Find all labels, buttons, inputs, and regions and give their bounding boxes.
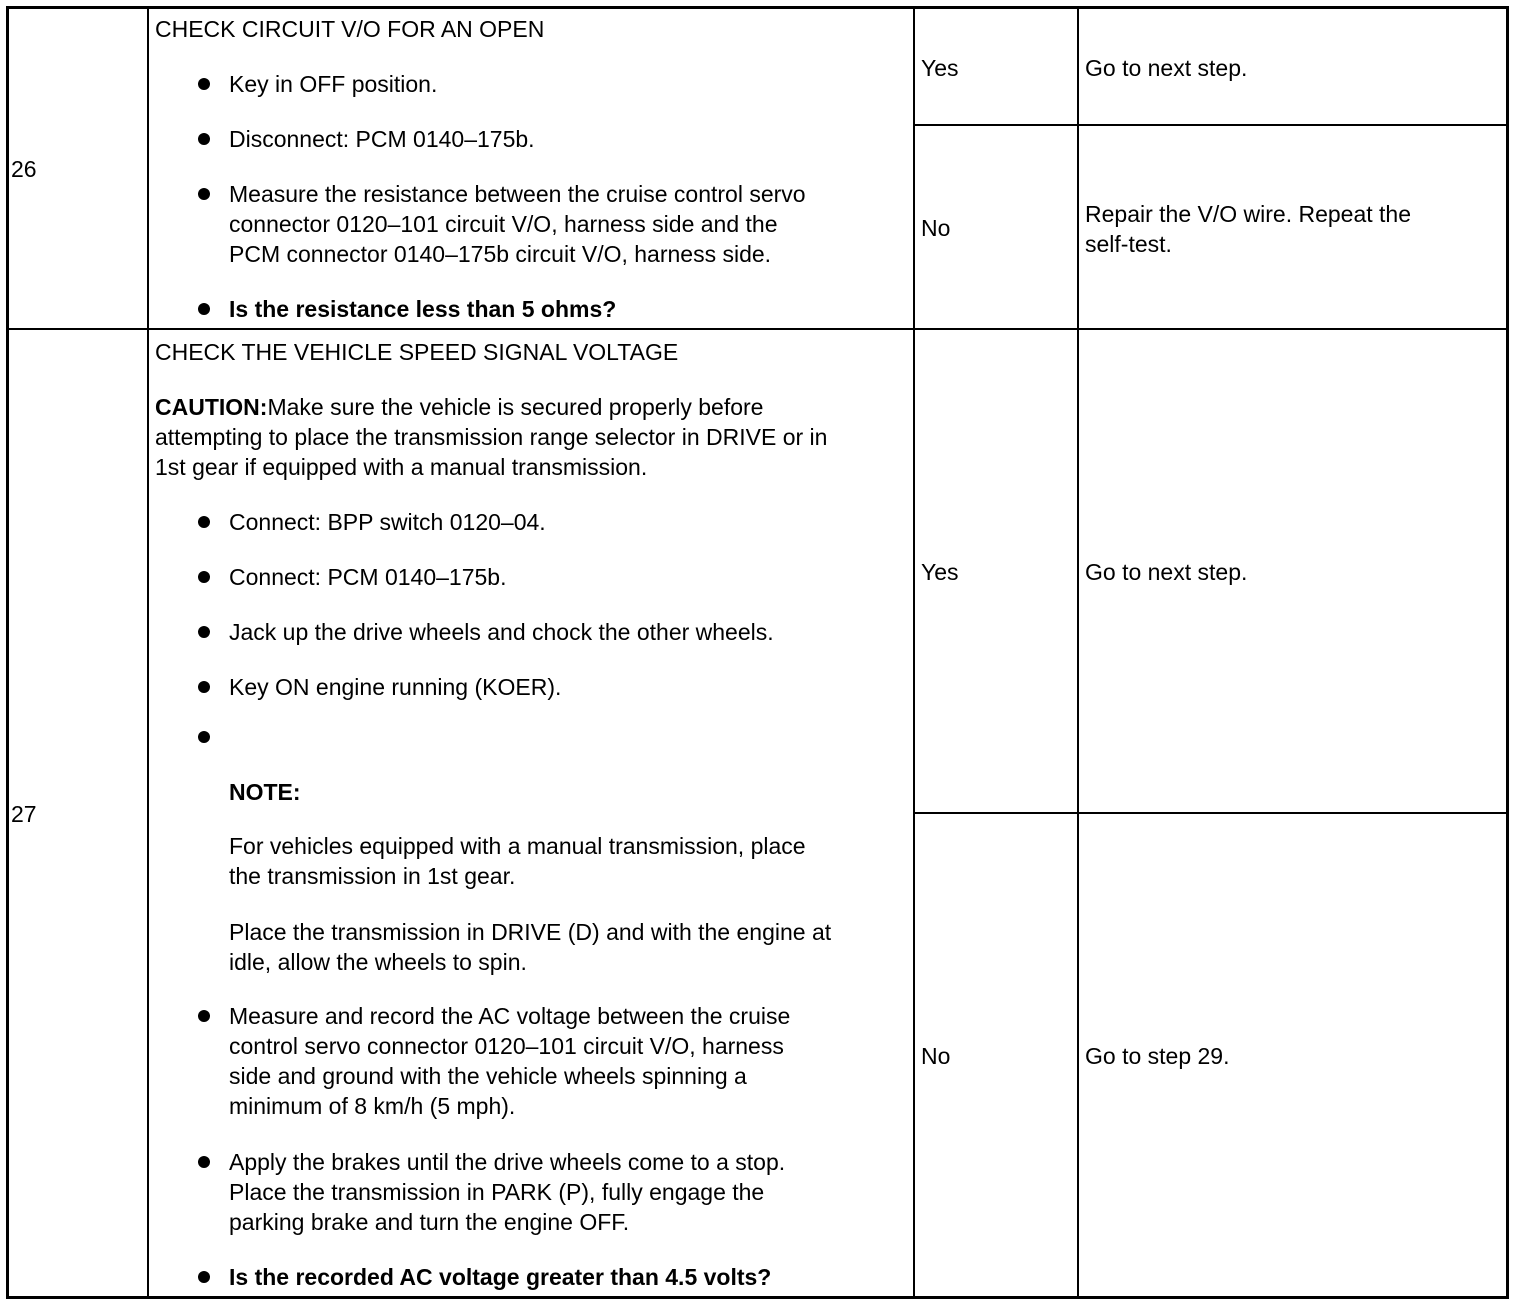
step-27-bullet-2: Connect: PCM 0140–175b. [229, 564, 507, 590]
place-text-line-1: Place the transmission in DRIVE (D) and with the engine at [229, 919, 832, 945]
bullet-icon [198, 1010, 210, 1022]
bullet-icon [198, 516, 210, 528]
step-26-bullet-3-line-3: PCM connector 0140–175b circuit V/O, harness side. [229, 241, 772, 267]
step-26-action-yes: Go to next step. [1085, 55, 1248, 81]
caution-text-line-3: 1st gear if equipped with a manual transmission. [155, 454, 648, 480]
bullet-icon [198, 303, 210, 315]
step-27-question: Is the recorded AC voltage greater than 4.5 volts? [229, 1264, 772, 1290]
step-27-bullet-5-line-4: minimum of 8 km/h (5 mph). [229, 1093, 516, 1119]
caution-label: CAUTION: [155, 394, 268, 420]
note-text-line-1: For vehicles equipped with a manual transmission, place [229, 833, 806, 859]
step-26-action-no-line-1: Repair the V/O wire. Repeat the [1085, 201, 1411, 227]
step-27-bullet-3: Jack up the drive wheels and chock the other wheels. [229, 619, 774, 645]
step-27-bullet-5-line-3: side and ground with the vehicle wheels spinning a [229, 1063, 747, 1089]
step-27-bullet-1: Connect: BPP switch 0120–04. [229, 509, 546, 535]
note-text-line-2: the transmission in 1st gear. [229, 863, 516, 889]
row-divider-26-27 [8, 328, 1506, 330]
bullet-icon [198, 681, 210, 693]
step-27-action-yes: Go to next step. [1085, 559, 1248, 585]
step-27-title: CHECK THE VEHICLE SPEED SIGNAL VOLTAGE [155, 339, 679, 365]
caution-text-line-1: Make sure the vehicle is secured properly before [267, 394, 764, 420]
step-26-bullet-3-line-1: Measure the resistance between the cruise control servo [229, 181, 806, 207]
step-26-bullet-2: Disconnect: PCM 0140–175b. [229, 126, 535, 152]
bullet-icon [198, 571, 210, 583]
step-27-answer-yes: Yes [921, 559, 959, 585]
bullet-icon [198, 133, 210, 145]
column-divider-procedure [913, 8, 915, 1296]
column-divider-step [147, 8, 149, 1296]
step-27-action-no: Go to step 29. [1085, 1043, 1230, 1069]
answer-divider-27 [913, 812, 1506, 814]
bullet-icon [198, 78, 210, 90]
step-27-answer-no: No [921, 1043, 951, 1069]
step-26-action-no-line-2: self-test. [1085, 231, 1172, 257]
bullet-icon [198, 731, 210, 743]
bullet-icon [198, 1271, 210, 1283]
caution-line-1 [155, 392, 763, 422]
step-27-bullet-6-line-2: Place the transmission in PARK (P), fully engage the [229, 1179, 765, 1205]
step-26-question: Is the resistance less than 5 ohms? [229, 296, 617, 322]
step-27-bullet-5-line-1: Measure and record the AC voltage between the cruise [229, 1003, 791, 1029]
step-27-bullet-4: Key ON engine running (KOER). [229, 674, 562, 700]
step-26-answer-no: No [921, 215, 951, 241]
answer-divider-26 [913, 124, 1506, 126]
bullet-icon [198, 626, 210, 638]
step-27-bullet-5-line-2: control servo connector 0120–101 circuit V/O, harness [229, 1033, 784, 1059]
step-26-bullet-1: Key in OFF position. [229, 71, 438, 97]
step-number-27: 27 [11, 801, 37, 827]
bullet-icon [198, 1156, 210, 1168]
step-26-title: CHECK CIRCUIT V/O FOR AN OPEN [155, 16, 545, 42]
step-number-26: 26 [11, 156, 37, 182]
note-label: NOTE: [229, 779, 301, 805]
step-27-bullet-6-line-3: parking brake and turn the engine OFF. [229, 1209, 630, 1235]
caution-text-line-2: attempting to place the transmission range selector in DRIVE or in [155, 424, 828, 450]
column-divider-answer [1077, 8, 1079, 1296]
place-text-line-2: idle, allow the wheels to spin. [229, 949, 527, 975]
step-27-bullet-6-line-1: Apply the brakes until the drive wheels come to a stop. [229, 1149, 786, 1175]
step-26-bullet-3-line-2: connector 0120–101 circuit V/O, harness side and the [229, 211, 778, 237]
step-26-answer-yes: Yes [921, 55, 959, 81]
bullet-icon [198, 188, 210, 200]
